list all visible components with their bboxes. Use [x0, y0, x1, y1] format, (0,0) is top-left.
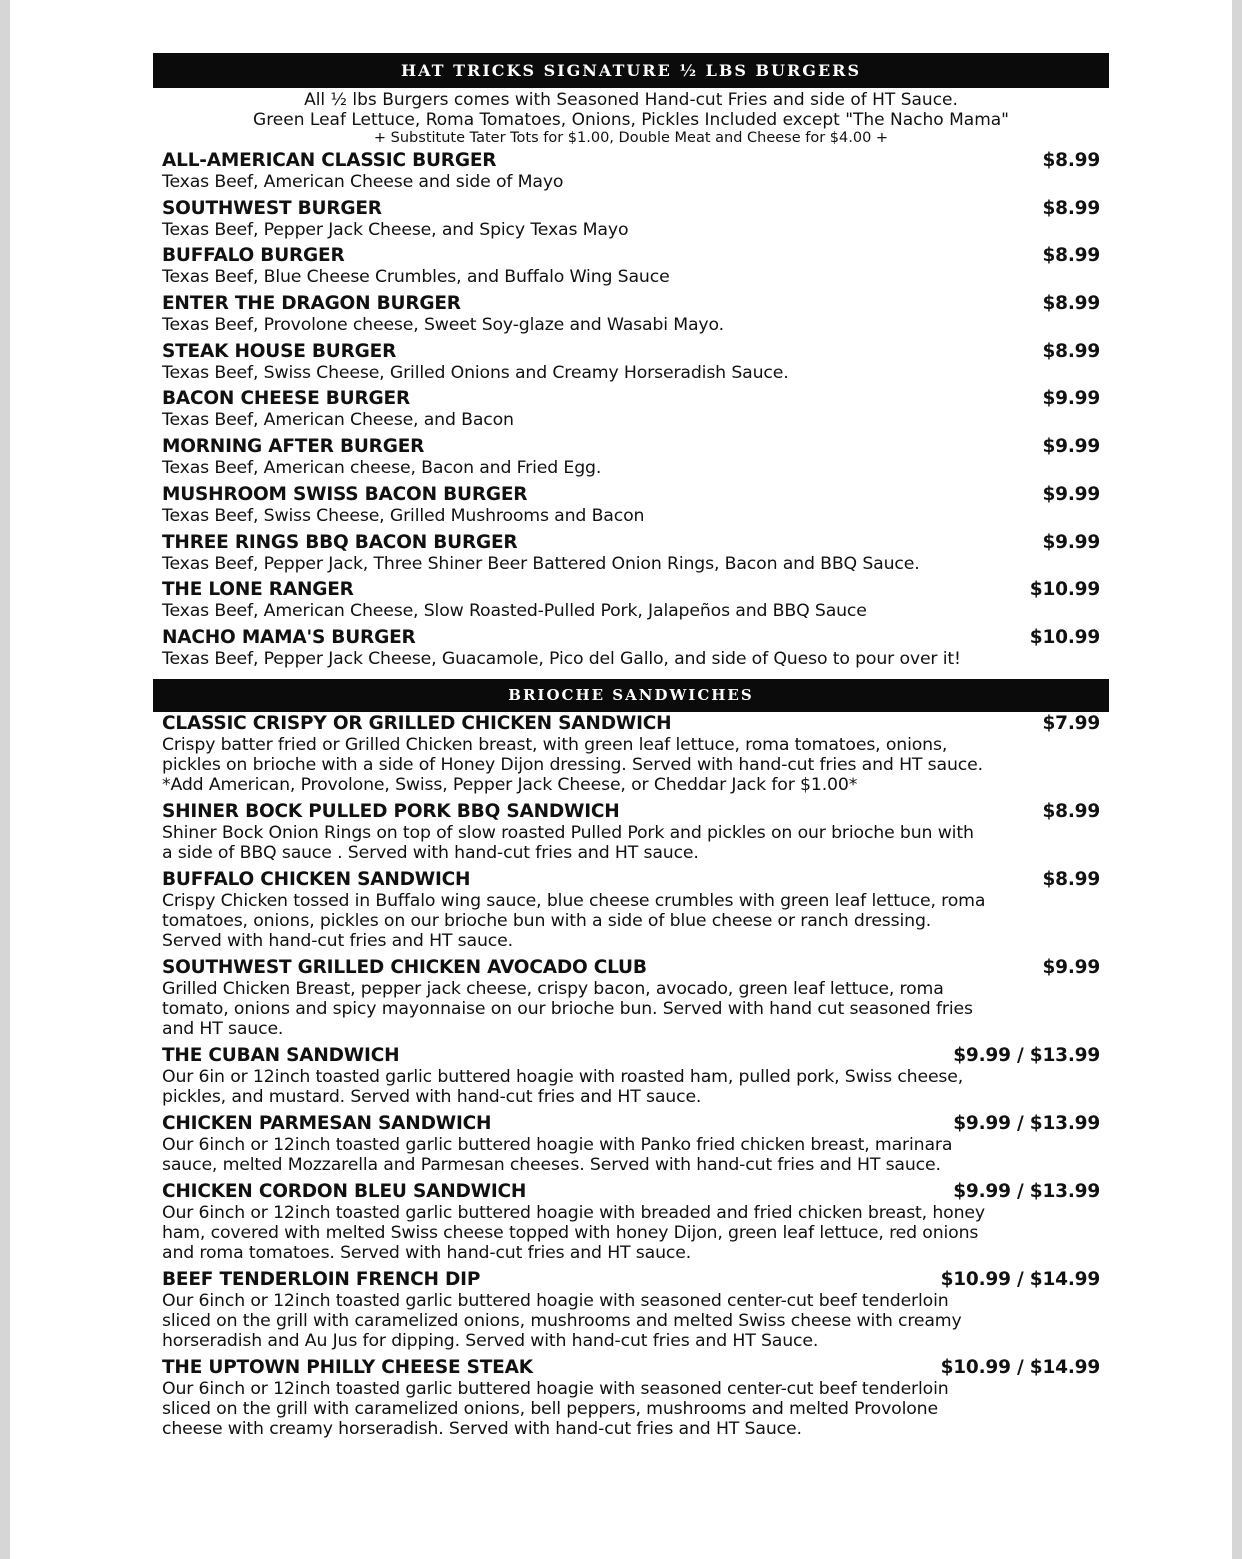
menu-item-description-line: tomatoes, onions, pickles on our brioche bun with a side of blue cheese or ranch dressing. — [162, 910, 932, 931]
menu-item-name: CLASSIC CRISPY OR GRILLED CHICKEN SANDWICH — [162, 712, 672, 734]
menu-item-header — [162, 531, 1100, 554]
menu-item-description-line: Our 6inch or 12inch toasted garlic buttered hoagie with seasoned center-cut beef tenderloin — [162, 1290, 949, 1311]
menu-item — [162, 712, 1100, 795]
sandwiches-section-title: BRIOCHE SANDWICHES — [153, 679, 1109, 712]
menu-item — [162, 197, 1100, 245]
menu-item — [162, 1044, 1100, 1107]
menu-item-description: Texas Beef, Swiss Cheese, Grilled Mushrooms and Bacon — [162, 505, 645, 526]
menu-item-description: Texas Beef, American Cheese, and Bacon — [162, 410, 514, 431]
menu-item-description-line: Our 6inch or 12inch toasted garlic buttered hoagie with Panko fried chicken breast, marinara — [162, 1134, 953, 1155]
menu-item — [162, 868, 1100, 951]
menu-item-description-line: Grilled Chicken Breast, pepper jack cheese, crispy bacon, avocado, green leaf lettuce, roma — [162, 978, 944, 999]
menu-item-description-line: Our 6inch or 12inch toasted garlic buttered hoagie with seasoned center-cut beef tenderloin — [162, 1378, 949, 1399]
menu-item-name: SOUTHWEST BURGER — [162, 197, 382, 219]
menu-item-description: Texas Beef, Pepper Jack Cheese, and Spicy Texas Mayo — [162, 219, 629, 240]
menu-item-price: $8.99 — [1042, 800, 1100, 822]
menu-item-description-line: and roma tomatoes. Served with hand-cut fries and HT sauce. — [162, 1242, 692, 1263]
menu-item-description-line: pickles on brioche with a side of Honey Dijon dressing. Served with hand-cut fries and HT sauce. — [162, 754, 983, 775]
menu-item-description-line: a side of BBQ sauce . Served with hand-cut fries and HT sauce. — [162, 842, 699, 863]
menu-item-header — [162, 387, 1100, 410]
menu-item-price: $9.99 — [1042, 531, 1100, 553]
burgers-intro — [153, 90, 1109, 147]
menu-item — [162, 578, 1100, 626]
menu-item-price: $8.99 — [1042, 197, 1100, 219]
menu-item — [162, 1112, 1100, 1175]
menu-item-price: $8.99 — [1042, 150, 1100, 171]
menu-item — [162, 800, 1100, 863]
menu-item-description-line: horseradish and Au Jus for dipping. Served with hand-cut fries and HT Sauce. — [162, 1330, 819, 1351]
menu-item-price: $9.99 / $13.99 — [953, 1180, 1100, 1202]
menu-item-price: $10.99 / $14.99 — [940, 1268, 1100, 1290]
menu-item-price: $10.99 — [1029, 579, 1100, 601]
menu-item-header — [162, 578, 1100, 601]
menu-item-header — [162, 712, 1100, 735]
menu-item-description-line: Crispy Chicken tossed in Buffalo wing sauce, blue cheese crumbles with green leaf lettuce, roma — [162, 890, 986, 911]
menu-item-price: $9.99 — [1042, 436, 1100, 458]
menu-item-description-line: cheese with creamy horseradish. Served with hand-cut fries and HT Sauce. — [162, 1418, 802, 1439]
menu-item-header — [162, 1268, 1100, 1291]
menu-item-header — [162, 868, 1100, 891]
menu-item-name: THE LONE RANGER — [162, 579, 354, 601]
burger-list — [153, 149, 1109, 674]
menu-item — [162, 626, 1100, 674]
menu-item-description-line: sliced on the grill with caramelized onions, bell peppers, mushrooms and melted Provolone — [162, 1398, 938, 1419]
menu-item-name: THE CUBAN SANDWICH — [162, 1044, 400, 1066]
menu-item-description-line: pickles, and mustard. Served with hand-cut fries and HT sauce. — [162, 1086, 702, 1107]
menu-item-description-line: and HT sauce. — [162, 1018, 284, 1039]
menu-item — [162, 340, 1100, 388]
menu-item-name: BEEF TENDERLOIN FRENCH DIP — [162, 1268, 481, 1290]
menu-item-description: Texas Beef, Swiss Cheese, Grilled Onions and Creamy Horseradish Sauce. — [162, 362, 789, 383]
menu-item-name: BACON CHEESE BURGER — [162, 388, 411, 410]
menu-item-price: $8.99 — [1042, 868, 1100, 890]
menu-item — [162, 483, 1100, 531]
menu-item-description: Texas Beef, American Cheese and side of Mayo — [162, 172, 564, 192]
menu-item-description-line: Our 6in or 12inch toasted garlic buttered hoagie with roasted ham, pulled pork, Swiss cheese, — [162, 1066, 964, 1087]
menu-item-description: Texas Beef, American Cheese, Slow Roasted-Pulled Pork, Jalapeños and BBQ Sauce — [162, 601, 867, 622]
menu-item-header — [162, 956, 1100, 979]
intro-line: All ½ lbs Burgers comes with Seasoned Hand-cut Fries and side of HT Sauce. — [304, 90, 958, 110]
menu-item-description-line: sauce, melted Mozzarella and Parmesan cheeses. Served with hand-cut fries and HT sauce. — [162, 1154, 941, 1175]
menu-item-description: Texas Beef, Pepper Jack, Three Shiner Beer Battered Onion Rings, Bacon and BBQ Sauce. — [162, 553, 920, 574]
menu-item-header — [162, 340, 1100, 363]
menu-item — [162, 292, 1100, 340]
menu-item-header — [162, 1112, 1100, 1135]
menu-item-name: ALL-AMERICAN CLASSIC BURGER — [162, 150, 497, 171]
menu-item — [162, 387, 1100, 435]
menu-item-description-line: Crispy batter fried or Grilled Chicken breast, with green leaf lettuce, roma tomatoes, onions, — [162, 734, 948, 755]
menu-item-price: $10.99 — [1029, 626, 1100, 648]
menu-item-header — [162, 800, 1100, 823]
menu-item-description-line: Served with hand-cut fries and HT sauce. — [162, 930, 513, 951]
menu-content — [153, 53, 1109, 1444]
menu-item — [162, 1268, 1100, 1351]
menu-item-name: BUFFALO CHICKEN SANDWICH — [162, 868, 471, 890]
sandwich-list — [153, 712, 1109, 1439]
menu-item-name: MUSHROOM SWISS BACON BURGER — [162, 483, 528, 505]
menu-item-price: $10.99 / $14.99 — [940, 1356, 1100, 1378]
menu-item-description-line: Shiner Bock Onion Rings on top of slow roasted Pulled Pork and pickles on our brioche bun with — [162, 822, 974, 843]
menu-item-description: Texas Beef, American cheese, Bacon and Fried Egg. — [162, 458, 602, 479]
menu-page — [10, 0, 1232, 1559]
menu-item-name: BUFFALO BURGER — [162, 245, 345, 267]
menu-item-header — [162, 1180, 1100, 1203]
menu-item — [162, 1356, 1100, 1439]
menu-item-header — [162, 626, 1100, 649]
menu-item — [162, 1180, 1100, 1263]
menu-item-description: Texas Beef, Provolone cheese, Sweet Soy-glaze and Wasabi Mayo. — [162, 315, 724, 336]
menu-item-description: Texas Beef, Blue Cheese Crumbles, and Buffalo Wing Sauce — [162, 267, 670, 288]
menu-item-name: CHICKEN CORDON BLEU SANDWICH — [162, 1180, 527, 1202]
menu-item-name: SHINER BOCK PULLED PORK BBQ SANDWICH — [162, 800, 620, 822]
menu-item — [162, 244, 1100, 292]
menu-item-price: $9.99 — [1042, 388, 1100, 410]
menu-item — [162, 149, 1100, 197]
menu-item-description-line: ham, covered with melted Swiss cheese topped with honey Dijon, green leaf lettuce, red onions — [162, 1222, 979, 1243]
menu-item-price: $8.99 — [1042, 245, 1100, 267]
menu-item-price: $9.99 — [1042, 956, 1100, 978]
menu-item-header — [162, 1044, 1100, 1067]
menu-item-header — [162, 292, 1100, 315]
menu-item-header — [162, 483, 1100, 506]
menu-item-header — [162, 435, 1100, 458]
menu-item-description: Texas Beef, Pepper Jack Cheese, Guacamole, Pico del Gallo, and side of Queso to pour over it! — [162, 648, 961, 669]
menu-item-price: $9.99 — [1042, 483, 1100, 505]
menu-item-name: THREE RINGS BBQ BACON BURGER — [162, 531, 518, 553]
menu-item-description-line: tomato, onions and spicy mayonnaise on our brioche bun. Served with hand cut seasoned fries — [162, 998, 973, 1019]
intro-note: + Substitute Tater Tots for $1.00, Double Meat and Cheese for $4.00 + — [373, 130, 889, 146]
intro-line: Green Leaf Lettuce, Roma Tomatoes, Onions, Pickles Included except "The Nacho Mama" — [253, 110, 1009, 130]
menu-item-header — [162, 244, 1100, 267]
menu-item-header — [162, 1356, 1100, 1379]
menu-item-name: CHICKEN PARMESAN SANDWICH — [162, 1112, 492, 1134]
menu-item-description-line: Our 6inch or 12inch toasted garlic buttered hoagie with breaded and fried chicken breast, honey — [162, 1202, 985, 1223]
menu-item-price: $7.99 — [1042, 712, 1100, 734]
menu-item-description-line: sliced on the grill with caramelized onions, mushrooms and melted Swiss cheese with creamy — [162, 1310, 962, 1331]
menu-item — [162, 956, 1100, 1039]
menu-item-price: $8.99 — [1042, 340, 1100, 362]
menu-item-name: NACHO MAMA'S BURGER — [162, 626, 416, 648]
menu-item-price: $9.99 / $13.99 — [953, 1044, 1100, 1066]
menu-item — [162, 531, 1100, 579]
menu-item-description-line: *Add American, Provolone, Swiss, Pepper Jack Cheese, or Cheddar Jack for $1.00* — [162, 774, 858, 795]
menu-item-header — [162, 149, 1100, 172]
menu-item-name: SOUTHWEST GRILLED CHICKEN AVOCADO CLUB — [162, 956, 647, 978]
menu-item — [162, 435, 1100, 483]
menu-item-price: $9.99 / $13.99 — [953, 1112, 1100, 1134]
menu-item-name: STEAK HOUSE BURGER — [162, 340, 397, 362]
menu-item-name: MORNING AFTER BURGER — [162, 436, 425, 458]
menu-item-price: $8.99 — [1042, 293, 1100, 315]
burgers-section-title: HAT TRICKS SIGNATURE ½ LBS BURGERS — [153, 53, 1109, 88]
menu-item-name: THE UPTOWN PHILLY CHEESE STEAK — [162, 1356, 533, 1378]
menu-item-header — [162, 197, 1100, 220]
menu-item-name: ENTER THE DRAGON BURGER — [162, 293, 461, 315]
